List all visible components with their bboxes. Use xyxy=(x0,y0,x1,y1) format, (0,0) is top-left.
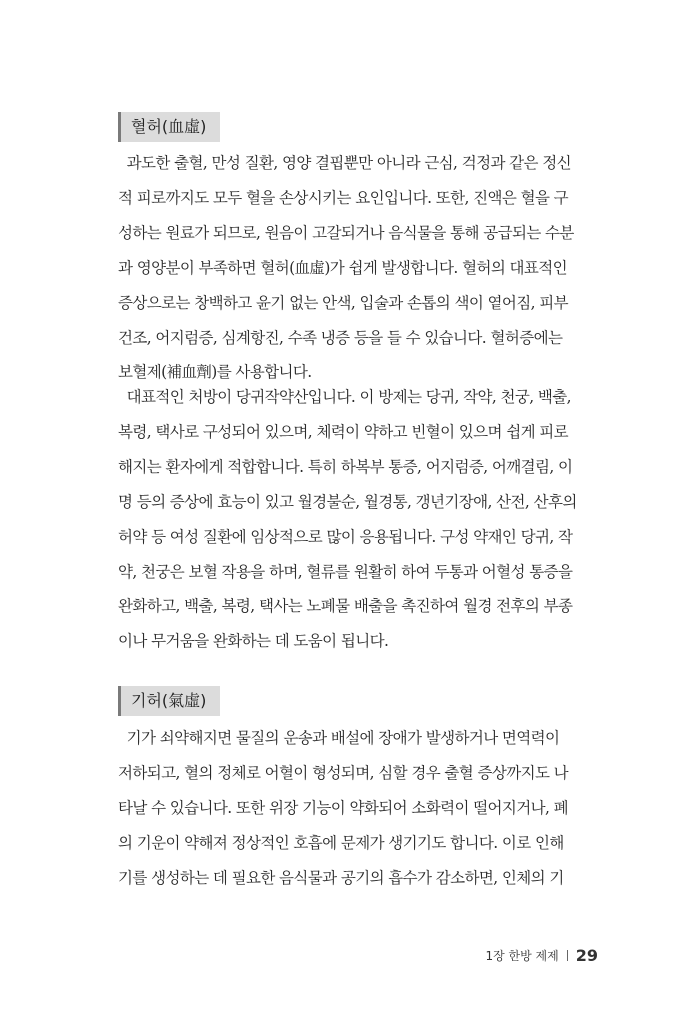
footer-divider xyxy=(567,950,568,961)
text-line: 기를 생성하는 데 필요한 음식물과 공기의 흡수가 감소하면, 인체의 기 xyxy=(118,868,564,887)
page-footer xyxy=(486,946,599,965)
chapter-title: 1장 한방 제제 xyxy=(485,949,559,963)
text-line: 증상으로는 창백하고 윤기 없는 안색, 입술과 손톱의 색이 옅어짐, 피부 xyxy=(118,293,569,312)
text-line: 명 등의 증상에 효능이 있고 월경불순, 월경통, 갱년기장애, 산전, 산후의 xyxy=(118,492,577,511)
text-line: 저하되고, 혈의 정체로 어혈이 형성되며, 심할 경우 출혈 증상까지도 나 xyxy=(118,763,569,782)
text-line: 성하는 원료가 되므로, 원음이 고갈되거나 음식물을 통해 공급되는 수분 xyxy=(118,223,574,242)
section-heading-giheo: 기허(氣虛) xyxy=(118,686,220,716)
text-line: 약, 천궁은 보혈 작용을 하며, 혈류를 원활히 하여 두통과 어혈성 통증을 xyxy=(118,562,573,581)
text-line: 타날 수 있습니다. 또한 위장 기능이 약화되어 소화력이 떨어지거나, 폐 xyxy=(118,798,569,817)
text-line: 과 영양분이 부족하면 혈허(血虛)가 쉽게 발생합니다. 혈허의 대표적인 xyxy=(118,258,568,277)
text-line: 기가 쇠약해지면 물질의 운송과 배설에 장애가 발생하거나 면역력이 xyxy=(118,729,560,747)
paragraph xyxy=(118,146,596,390)
text-line: 이나 무거움을 완화하는 데 도움이 됩니다. xyxy=(118,632,389,651)
text-line: 의 기운이 약해져 정상적인 호흡에 문제가 생기기도 합니다. 이로 인해 xyxy=(118,833,564,852)
text-line: 과도한 출혈, 만성 질환, 영양 결핍뿐만 아니라 근심, 걱정과 같은 정신 xyxy=(118,154,571,172)
text-line: 허약 등 여성 질환에 임상적으로 많이 응용됩니다. 구성 약재인 당귀, 작 xyxy=(118,527,573,546)
text-line: 대표적인 처방이 당귀작약산입니다. 이 방제는 당귀, 작약, 천궁, 백출, xyxy=(118,388,571,406)
text-line: 건조, 어지럼증, 심계항진, 수족 냉증 등을 들 수 있습니다. 혈허증에는 xyxy=(118,328,563,347)
text-line: 해지는 환자에게 적합합니다. 특히 하복부 통증, 어지럼증, 어깨결림, 이 xyxy=(118,457,573,476)
text-line: 복령, 택사로 구성되어 있으며, 체력이 약하고 빈혈이 있으며 쉽게 피로 xyxy=(118,422,569,441)
text-line: 완화하고, 백출, 복령, 택사는 노폐물 배출을 촉진하여 월경 전후의 부종 xyxy=(118,597,573,616)
text-line: 적 피로까지도 모두 혈을 손상시키는 요인입니다. 또한, 진액은 혈을 구 xyxy=(118,188,569,207)
paragraph xyxy=(118,721,596,896)
section-heading-hyeolheo: 혈허(血虛) xyxy=(118,112,220,142)
page-number: 29 xyxy=(575,946,598,965)
paragraph xyxy=(118,380,596,659)
text-line: 보혈제(補血劑)를 사용합니다. xyxy=(118,363,312,382)
